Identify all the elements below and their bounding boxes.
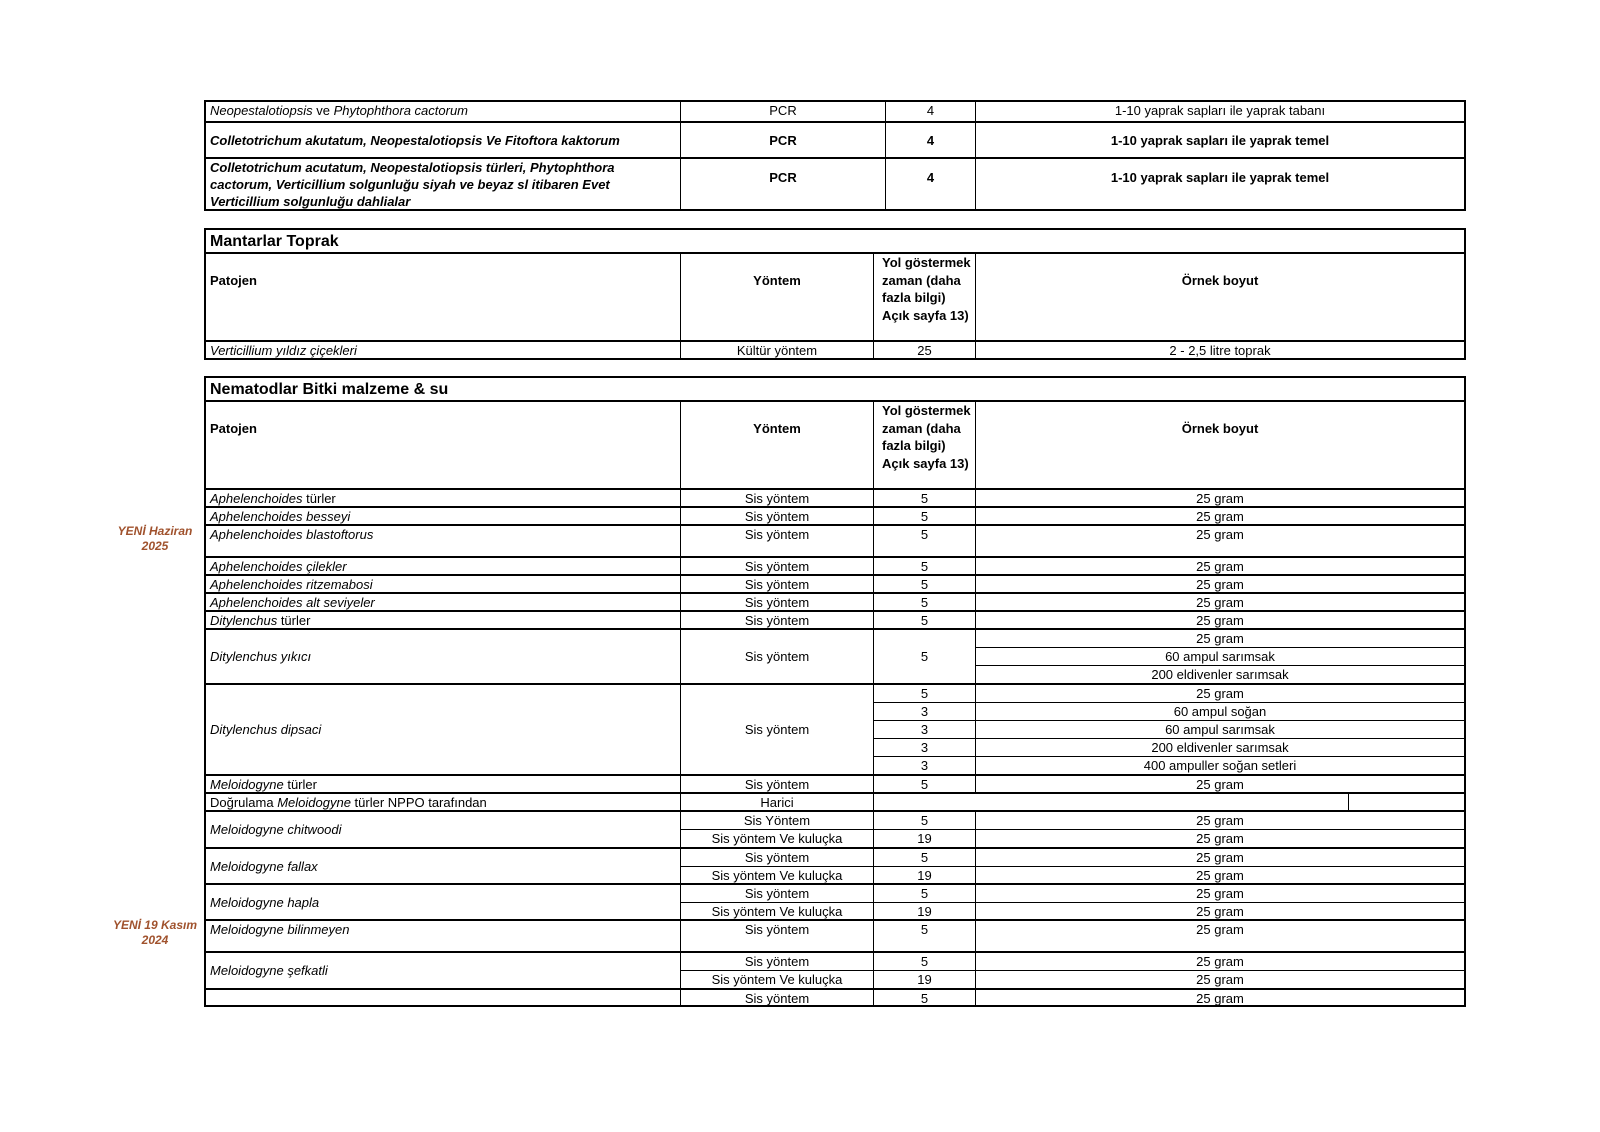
sample-size-cell: 25 gram (976, 829, 1464, 847)
header-row (206, 252, 1464, 340)
sample-size-group (975, 812, 1464, 847)
method-cell: Sis yöntem (680, 558, 873, 574)
lead-time-cell: 5 (873, 776, 975, 792)
pathogen-cell: Colletotrichum acutatum, Neopestalotiopsis türleri, Phytophthora cactorum, Verticillium solgunluğu siyah ve beyaz sl itibaren Evet Verticillium solgunluğu dahlialar (210, 160, 615, 209)
header-lead-time: Yol göstermek zaman (daha fazla bilgi) Açık sayfa 13) (873, 402, 975, 488)
pathogen-cell: Aphelenchoides çilekler (210, 559, 347, 574)
table-row (206, 919, 1464, 951)
method-cell: Sis yöntem (744, 954, 810, 969)
method-group (680, 953, 873, 988)
pathogen-cell: Meloidogyne chitwoodi (210, 822, 342, 837)
sample-size-cell: 25 gram (975, 576, 1464, 592)
method-group (680, 885, 873, 919)
method-cell: Sis yöntem (680, 776, 873, 792)
table-row (206, 883, 1464, 919)
method-cell: Sis yöntem (680, 490, 873, 506)
method-group (680, 849, 873, 883)
lead-time-cell: 5 (873, 508, 975, 524)
method-cell: Kültür yöntem (680, 342, 873, 358)
lead-time-cell: 5 (873, 990, 975, 1005)
section-title: Nematodlar Bitki malzeme & su (210, 381, 449, 398)
sample-size-cell: 25 gram (1196, 813, 1244, 828)
header-method: Yöntem (680, 254, 873, 340)
lead-time-cell: 4 (885, 102, 975, 121)
sample-size-group (975, 849, 1464, 883)
table-row (206, 121, 1464, 157)
sample-size-cell: 25 gram (1196, 850, 1244, 865)
pathogen-cell: Ditylenchus türler (210, 613, 311, 628)
lead-time-cell: 5 (920, 850, 929, 865)
sample-size-cell: 25 gram (1196, 686, 1244, 701)
sample-size-cell: 25 gram (975, 612, 1464, 628)
sample-size-cell: 25 gram (976, 970, 1464, 988)
lead-time-cell: 19 (874, 902, 975, 920)
sample-size-cell: 60 ampul sarımsak (976, 647, 1464, 665)
table-row (206, 847, 1464, 883)
sample-size-cell: 25 gram (976, 866, 1464, 884)
pathogen-cell: Verticillium yıldız çiçekleri (210, 343, 357, 358)
sample-size-cell: 25 gram (975, 990, 1464, 1005)
method-cell: Sis yöntem (744, 850, 810, 865)
new-note-june-2025 (105, 524, 205, 554)
new-note-november-2024 (105, 918, 205, 948)
sample-size-group (975, 685, 1464, 774)
lead-time-group (873, 812, 975, 847)
method-cell: Sis yöntem (680, 612, 873, 628)
lead-time-group (873, 885, 975, 919)
lead-time-cell: 5 (873, 526, 975, 556)
sample-size-cell: 25 gram (975, 490, 1464, 506)
lead-time-cell: 5 (873, 630, 975, 683)
method-cell: Sis yöntem Ve kuluçka (681, 866, 873, 884)
method-cell: Sis yöntem (680, 526, 873, 556)
pathogen-cell: Colletotrichum akutatum, Neopestalotiopsis Ve Fitoftora kaktorum (210, 132, 620, 148)
note-line: 2024 (141, 933, 169, 947)
pathogen-cell: Ditylenchus dipsaci (210, 722, 322, 737)
sample-size-cell: 25 gram (976, 902, 1464, 920)
table-row (206, 988, 1464, 1005)
fungi-soil-table (204, 228, 1466, 360)
sample-size-group (975, 953, 1464, 988)
method-cell: PCR (680, 159, 885, 209)
lead-time-cell: 3 (874, 702, 975, 720)
lead-time-cell: 3 (874, 738, 975, 756)
method-cell: Harici (680, 794, 873, 810)
pathogen-cell (206, 990, 680, 1005)
header-lead-time: Yol göstermek zaman (daha fazla bilgi) Açık sayfa 13) (873, 254, 975, 340)
lead-time-cell: 5 (873, 576, 975, 592)
sample-size-cell: 1-10 yaprak sapları ile yaprak tabanı (975, 102, 1464, 121)
lead-time-cell: 25 (873, 342, 975, 358)
pathogen-cell: Meloidogyne türler (210, 777, 317, 792)
method-cell: Sis yöntem (680, 685, 873, 774)
table-row (206, 524, 1464, 556)
table-row (206, 102, 1464, 121)
pathogen-cell: Aphelenchoides ritzemabosi (210, 577, 373, 592)
sample-size-cell: 25 gram (975, 921, 1464, 951)
sample-size-cell: 25 gram (975, 526, 1464, 556)
lead-time-cell: 5 (920, 886, 929, 901)
pathogen-cell: Aphelenchoides blastoftorus (210, 527, 374, 542)
table-row (206, 556, 1464, 574)
sample-size-cell: 25 gram (1196, 631, 1244, 646)
lead-time-group (873, 849, 975, 883)
empty-cell (1348, 794, 1464, 810)
sample-size-cell: 400 ampuller soğan setleri (976, 756, 1464, 774)
method-cell: Sis yöntem (680, 921, 873, 951)
pathogen-cell: Meloidogyne hapla (210, 894, 320, 910)
sample-size-cell: 2 - 2,5 litre toprak (975, 342, 1464, 358)
table-row (206, 488, 1464, 506)
pathogen-cell: Doğrulama Meloidogyne türler NPPO tarafından (210, 795, 487, 810)
note-line: YENİ Haziran (117, 524, 193, 538)
header-sample-size: Örnek boyut (975, 402, 1464, 488)
method-cell: PCR (680, 123, 885, 157)
sample-size-cell: 200 eldivenler sarımsak (976, 665, 1464, 683)
lead-time-cell: 5 (920, 686, 929, 701)
sample-size-cell: 25 gram (975, 594, 1464, 610)
sample-size-cell: 25 gram (975, 776, 1464, 792)
sample-size-group (975, 885, 1464, 919)
method-cell: Sis Yöntem (743, 813, 811, 828)
table-row (206, 610, 1464, 628)
table-row (206, 774, 1464, 792)
sample-size-cell: 25 gram (1196, 954, 1244, 969)
lead-time-cell: 19 (874, 829, 975, 847)
table-row (206, 951, 1464, 988)
table-row (206, 340, 1464, 358)
lead-time-cell: 4 (885, 159, 975, 209)
lead-time-cell: 5 (873, 594, 975, 610)
method-cell: Sis yöntem (680, 508, 873, 524)
lead-time-group (873, 685, 975, 774)
pathogen-cell: Meloidogyne bilinmeyen (210, 922, 350, 937)
lead-time-group (873, 953, 975, 988)
pathogen-cell: Aphelenchoides türler (210, 491, 336, 506)
table-row (206, 792, 1464, 810)
method-group (680, 812, 873, 847)
sample-size-group (975, 630, 1464, 683)
table-row (206, 157, 1464, 209)
note-line: YENİ 19 Kasım (112, 918, 198, 932)
sample-size-cell: 25 gram (1196, 886, 1244, 901)
nematodes-table (204, 376, 1466, 1007)
section-title: Mantarlar Toprak (210, 233, 339, 250)
sample-size-cell: 1-10 yaprak sapları ile yaprak temel (975, 159, 1464, 209)
header-pathogen: Patojen (210, 421, 257, 436)
table-row (206, 506, 1464, 524)
lead-time-cell: 5 (873, 558, 975, 574)
lead-time-cell: 5 (920, 813, 929, 828)
table-row (206, 683, 1464, 774)
pathogen-cell: Meloidogyne şefkatli (210, 963, 328, 978)
lead-time-cell: 4 (885, 123, 975, 157)
method-cell: Sis yöntem (680, 990, 873, 1005)
pathogen-cell: Aphelenchoides besseyi (210, 509, 351, 524)
sample-size-cell: 60 ampul soğan (976, 702, 1464, 720)
lead-time-cell: 5 (873, 490, 975, 506)
method-cell: Sis yöntem (680, 576, 873, 592)
sample-size-cell: 1-10 yaprak sapları ile yaprak temel (975, 123, 1464, 157)
pathogen-cell: Meloidogyne fallax (210, 858, 318, 874)
pathogen-cell: Ditylenchus yıkıcı (210, 649, 312, 664)
note-line: 2025 (141, 539, 169, 553)
sample-size-cell: 60 ampul sarımsak (976, 720, 1464, 738)
method-cell: Sis yöntem Ve kuluçka (681, 829, 873, 847)
table-row (206, 628, 1464, 683)
pcr-fungi-table (204, 100, 1466, 211)
method-cell: Sis yöntem (680, 630, 873, 683)
lead-time-cell: 19 (874, 866, 975, 884)
table-row (206, 592, 1464, 610)
lead-time-cell: 3 (874, 756, 975, 774)
table-row (206, 810, 1464, 847)
method-cell: Sis yöntem Ve kuluçka (681, 970, 873, 988)
sample-size-cell: 25 gram (975, 558, 1464, 574)
header-pathogen: Patojen (210, 273, 257, 288)
table-row (206, 574, 1464, 592)
empty-cell (873, 794, 1348, 810)
method-cell: Sis yöntem (680, 594, 873, 610)
header-sample-size: Örnek boyut (975, 254, 1464, 340)
sample-size-cell: 200 eldivenler sarımsak (976, 738, 1464, 756)
lead-time-cell: 5 (873, 612, 975, 628)
lead-time-cell: 3 (874, 720, 975, 738)
sample-size-cell: 25 gram (975, 508, 1464, 524)
header-row (206, 400, 1464, 488)
method-cell: PCR (680, 102, 885, 121)
method-cell: Sis yöntem (744, 886, 810, 901)
pathogen-cell: Neopestalotiopsis ve Phytophthora cactorum (210, 103, 468, 118)
pathogen-cell: Aphelenchoides alt seviyeler (210, 595, 375, 610)
header-method: Yöntem (680, 402, 873, 488)
lead-time-cell: 5 (920, 954, 929, 969)
method-cell: Sis yöntem Ve kuluçka (681, 902, 873, 920)
lead-time-cell: 5 (873, 921, 975, 951)
lead-time-cell: 19 (874, 970, 975, 988)
